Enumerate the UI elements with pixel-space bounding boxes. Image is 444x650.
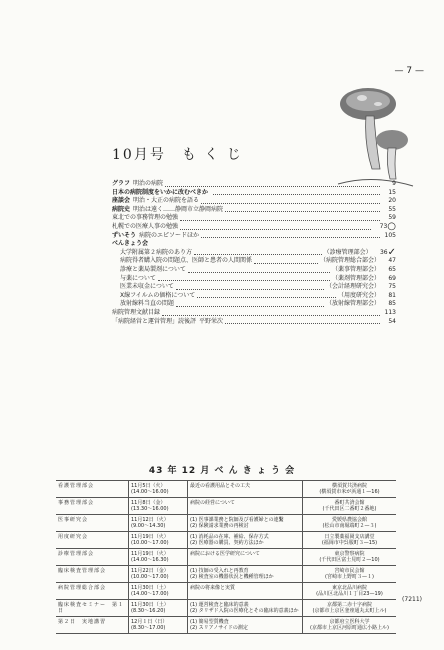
toc-row [112, 180, 396, 189]
schedule-topic-line: 病院の将来像と実質 [190, 585, 236, 591]
schedule-date-line: 11月12日（火） [131, 517, 169, 523]
handwritten-check-mark: ✓ [387, 246, 396, 258]
schedule-meeting-name-line: 事務管理部会 [58, 500, 95, 506]
schedule-date-line: 11月30日（土） [131, 602, 169, 608]
schedule-row [56, 617, 396, 634]
schedule-date-line: (14.00～16.00) [131, 489, 169, 495]
schedule-topic-line: (2) 保険請求業務の再検討 [190, 523, 249, 529]
toc-text: 「病院経営と運営管理」読後評 [112, 317, 197, 325]
schedule-topic-line: 最近の看護用品とその工夫 [190, 483, 251, 489]
toc-text: 医業未収金について [120, 283, 174, 291]
toc-dept: （薬剤管理部会） [331, 274, 380, 282]
toc-text: 明治の病院 [133, 180, 164, 187]
schedule-topic-line: (2) 医療器の購買、契約方法ほか [190, 540, 264, 546]
schedule-venue-line: 京都府立医科大学 [329, 619, 370, 625]
toc-row [112, 189, 396, 198]
schedule-venue-line: (松山市南堀端町２—３) [322, 523, 377, 529]
schedule-venue-line: (宮崎市上野町３—１) [325, 574, 374, 580]
schedule-date-line: (10.00～17.00) [131, 574, 169, 580]
schedule-row [56, 566, 396, 583]
schedule-venue-line: 京都第二赤十字病院 [326, 602, 372, 608]
toc-row [112, 266, 396, 275]
toc-text: 病院得者購入院の問題点、医師と患者の人間関係 [120, 257, 253, 265]
schedule-meeting-name-line: 臨床検査管理部会 [58, 568, 107, 574]
toc-row [112, 232, 396, 241]
schedule-meeting-name-line: 病院管理総合部会 [58, 585, 107, 591]
schedule-venue-line: 東京北品川病院 [331, 585, 367, 591]
schedule-topic [188, 617, 303, 634]
schedule-venue-line: 日立製薬福岡支店講堂 [324, 534, 375, 540]
leader-dots [201, 202, 380, 204]
schedule-meeting-name-line: 診療管理部会 [58, 551, 95, 557]
schedule-venue-line: (品川区北品川１丁目23—19) [316, 591, 383, 597]
schedule-venue [303, 498, 397, 515]
toc-page: 20 [388, 197, 396, 205]
toc-author: 平野栄次 [199, 317, 224, 325]
schedule-row [56, 532, 396, 549]
toc-page: 85 [388, 300, 396, 308]
schedule-topic [188, 600, 303, 617]
handwritten-circle-mark: ○ [387, 220, 396, 232]
schedule-meeting-name-line: 臨床検査セミナー 第１日 [58, 602, 125, 614]
schedule-topic-line: 病院における医学研究について [190, 551, 260, 557]
schedule-meeting-name [56, 515, 129, 532]
schedule-date-line: 11月5日（火） [131, 483, 166, 489]
toc-row [112, 309, 396, 318]
schedule-date-line: (14.00～16.30) [131, 557, 169, 563]
schedule-date-line: (14.00～17.00) [131, 591, 169, 597]
toc-dept: （診療管理部会） [323, 248, 372, 256]
toc-dept: （病院管理総合部会） [319, 257, 380, 265]
schedule-venue-line: 東京警察病院 [334, 551, 365, 557]
schedule-row [56, 583, 396, 600]
schedule-date [129, 498, 188, 515]
schedule-meeting-name [56, 549, 129, 566]
schedule-row [56, 481, 396, 498]
leader-dots [180, 219, 380, 221]
toc-page: 15 [388, 188, 396, 196]
toc-page: 55 [388, 205, 396, 213]
toc-text: 大学附属第２病院のあり方 [120, 248, 193, 256]
schedule-date [129, 583, 188, 600]
toc-page: 69 [388, 274, 396, 282]
schedule-date-line: (13.30～16.00) [131, 506, 169, 512]
schedule-date [129, 532, 188, 549]
schedule-venue [303, 515, 397, 532]
schedule-date-line: 12月１日（日） [131, 619, 168, 625]
schedule-meeting-name-line: 第２日 実地講習 [58, 619, 107, 625]
schedule-date [129, 617, 188, 634]
toc-page: 113 [384, 308, 396, 316]
schedule-meeting-name [56, 566, 129, 583]
schedule-venue-line: 愛媛県農協会館 [331, 517, 367, 523]
schedule-date [129, 566, 188, 583]
schedule-venue-line: (横須賀市米が浜通１—16) [319, 489, 380, 495]
schedule-table [56, 480, 396, 634]
schedule-date-line: (10.00～17.00) [131, 540, 169, 546]
schedule-topic-line: (1) 簡易型質機査 [190, 619, 229, 625]
schedule-venue-line: (千代田区富士見町２—10) [319, 557, 380, 563]
toc-page: 105 [384, 231, 396, 239]
toc-page: 9 [392, 180, 396, 187]
toc-page: 81 [388, 291, 396, 299]
schedule-venue-line: (福岡市中呉服町３—15) [321, 540, 378, 546]
schedule-date-line: 11月8日（金） [131, 500, 166, 506]
schedule-date-line: 11月19日（火） [131, 534, 169, 540]
leader-dots [197, 296, 336, 298]
leader-dots [188, 271, 330, 273]
toc-page: 54 [388, 317, 396, 325]
schedule-venue-line: 番町共済会館 [334, 500, 365, 506]
schedule-venue-line: (京都市上京区釜座通丸太町上ル) [312, 608, 387, 614]
toc-row [112, 275, 396, 284]
schedule-date-line: (8.30～16.20) [131, 608, 166, 614]
schedule-venue-line: (京都市上京区河原町通広小路上ル) [310, 625, 389, 631]
toc-row [112, 257, 396, 266]
toc-dept: （薬事管理部会） [331, 265, 380, 273]
schedule-date-line: 11月30日（土） [131, 585, 169, 591]
schedule-venue-line: 横須賀共済病院 [331, 483, 367, 489]
leader-dots [176, 305, 324, 307]
toc-label: グラフ [112, 180, 131, 187]
schedule-meeting-name-line: 用度研究会 [58, 534, 89, 540]
schedule-date-line: (9.00～14.30) [131, 523, 166, 529]
toc-page: 59 [388, 214, 396, 222]
toc-page: 73 [379, 222, 388, 230]
schedule-topic-line: (1) 運営検査と臨床的意義 [190, 602, 249, 608]
schedule-topic [188, 515, 303, 532]
toc-text: 放射線料当直の問題 [120, 300, 175, 308]
page-number: — 7 — [394, 66, 424, 76]
schedule-topic-line: (1) 医事課業務と院師及び看護婦との連繫 [190, 517, 284, 523]
schedule-meeting-name [56, 617, 129, 634]
schedule-venue [303, 600, 397, 617]
schedule-topic-line: (2) 検査室の機器状況と機種管理ほか [190, 574, 274, 580]
schedule-topic [188, 549, 303, 566]
toc-text: 札幌での医療人事の勉強 [112, 222, 179, 230]
schedule-venue [303, 566, 397, 583]
schedule-venue [303, 481, 397, 498]
schedule-venue-line: (千代田区二番町２番地) [322, 506, 377, 512]
leader-dots [165, 185, 380, 187]
schedule-venue [303, 532, 397, 549]
toc-dept: （用度研究会） [337, 291, 380, 299]
schedule-date-line: 11月22日（金） [131, 568, 169, 574]
leader-dots [194, 253, 322, 255]
schedule-venue [303, 617, 397, 634]
schedule-row [56, 498, 396, 515]
toc-page: 47 [388, 257, 396, 265]
toc-text: 明治は遠く……静岡市立静岡病院 [133, 205, 224, 213]
schedule-meeting-name-line: 看護管理部会 [58, 483, 95, 489]
schedule-row [56, 600, 396, 617]
leader-dots [254, 262, 318, 264]
schedule-topic-line: 病院の経営について [190, 500, 235, 506]
leader-dots [162, 314, 380, 316]
schedule-topic-line: (2) タリザド入院の医療化とその臨床的意義ほか [190, 608, 299, 614]
leader-dots [158, 279, 330, 281]
leader-dots [225, 322, 380, 324]
leader-dots [176, 288, 324, 290]
schedule-meeting-name [56, 600, 129, 617]
footer-code: (7211) [402, 596, 422, 603]
toc-text: 明治・大正の病院を語る [133, 197, 200, 205]
toc-row [112, 220, 396, 232]
toc-text: 病院管理文献目録 [112, 308, 161, 316]
schedule-row [56, 515, 396, 532]
schedule-date-line: 11月19日（火） [131, 551, 169, 557]
toc-page: 65 [388, 265, 396, 273]
schedule-topic-line: (1) 消耗品の在庫、補給、保存方式 [190, 534, 269, 540]
leader-dots [201, 236, 380, 238]
schedule-venue [303, 549, 397, 566]
schedule-meeting-name-line: 医事研究会 [58, 517, 89, 523]
toc-label: 座談会 [112, 197, 131, 205]
schedule-date [129, 481, 188, 498]
schedule-meeting-name [56, 532, 129, 549]
toc-dept: （放射線管理部会） [325, 300, 380, 308]
schedule-meeting-name [56, 498, 129, 515]
toc-label: 日本の病院制度をいかに改むべきか [112, 188, 209, 196]
toc-page: 36 [379, 248, 388, 256]
toc-text: 診療と薬局製剤について [120, 265, 186, 273]
schedule-topic-line: (2) スリアノサイドの測定 [190, 625, 248, 631]
schedule-topic [188, 481, 303, 498]
toc-dept: （会計経理研究会） [325, 283, 380, 291]
leader-dots [225, 210, 380, 212]
schedule-date [129, 549, 188, 566]
schedule-topic [188, 532, 303, 549]
schedule-topic [188, 498, 303, 515]
toc-row [112, 214, 396, 223]
toc-text: X線フイルムの価格について [120, 291, 196, 299]
leader-dots [180, 228, 371, 230]
leader-dots [213, 193, 380, 195]
schedule-title: 43 年 12 月 べ ん き ょ う 会 [148, 466, 296, 476]
schedule-row [56, 549, 396, 566]
toc-label: 病院史 [112, 205, 131, 213]
schedule-venue [303, 583, 397, 600]
toc-label: ずいそう [112, 231, 137, 239]
schedule-topic-line: (1) 技師の受入れと再教育 [190, 568, 249, 574]
schedule-date [129, 515, 188, 532]
schedule-venue-line: 宮崎市民会館 [334, 568, 365, 574]
schedule-topic [188, 566, 303, 583]
schedule-date [129, 600, 188, 617]
page-title: 10月号 も く じ [112, 147, 243, 163]
toc-row [112, 300, 396, 309]
section-heading: べんきょう会 [112, 240, 149, 248]
schedule-date-line: (8.30～17.00) [131, 625, 166, 631]
table-of-contents [112, 180, 396, 326]
toc-page: 75 [388, 283, 396, 291]
schedule-meeting-name [56, 583, 129, 600]
toc-text: 与薬について [120, 274, 156, 282]
toc-text: 東北での事務管理の勉強 [112, 214, 179, 222]
schedule-meeting-name [56, 481, 129, 498]
toc-row [112, 197, 396, 206]
toc-text: 病院のエピソードほか [139, 231, 200, 239]
toc-row [112, 283, 396, 292]
toc-row [112, 318, 396, 327]
schedule-topic [188, 583, 303, 600]
